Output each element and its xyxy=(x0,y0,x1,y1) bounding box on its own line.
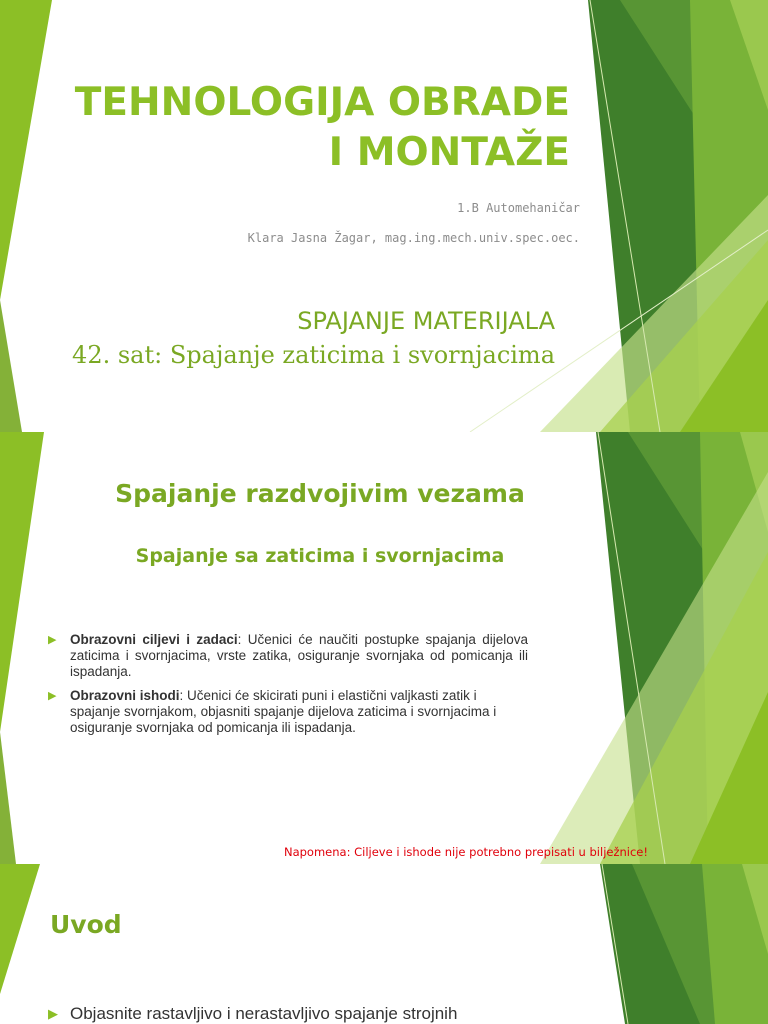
bullet-label: Obrazovni ciljevi i zadaci xyxy=(70,632,238,647)
note-text: Napomena: Ciljeve i ishode nije potrebno prepisati u bilježnice! xyxy=(283,845,648,859)
title-slide xyxy=(0,0,768,432)
author-name: Klara Jasna Žagar, mag.ing.mech.univ.spec.oec. xyxy=(247,231,580,245)
green-triangle-decoration xyxy=(0,864,768,1024)
bullet-text: Objasnite rastavljivo i nerastavljivo spajanje strojnih xyxy=(70,1004,458,1023)
intro-list xyxy=(48,1004,568,1024)
objectives-slide xyxy=(0,432,768,864)
bullet-text: : Učenici će naučiti postupke spajanja dijelova zaticima i svornjacima, vrste zatika, osiguranje svornjaka od pomicanja ili ispadanja. xyxy=(70,632,528,679)
topic-title: SPAJANJE MATERIJALA xyxy=(297,307,555,335)
section-subheading: Spajanje sa zaticima i svornjacima xyxy=(135,545,505,567)
presentation-title: TEHNOLOGIJA OBRADE I MONTAŽE xyxy=(74,80,570,175)
triangle-bullet-icon: ▶ xyxy=(48,634,57,646)
objectives-list xyxy=(48,632,528,744)
triangle-bullet-icon: ▶ xyxy=(48,1006,58,1021)
bullet-text: : Učenici će skicirati puni i elastični valjkasti zatik i spajanje svornjakom, objasniti spajanje dijelova zaticima i svornjacima i osiguranje svornjaka od pomicanja ili ispadanja. xyxy=(70,688,497,735)
class-label xyxy=(180,193,580,223)
triangle-bullet-icon: ▶ xyxy=(48,690,57,702)
section-heading: Uvod xyxy=(50,910,122,939)
list-item xyxy=(48,688,528,736)
list-item xyxy=(48,632,528,680)
bullet-label: Obrazovni ishodi xyxy=(70,688,180,703)
intro-slide xyxy=(0,864,768,1024)
class-label-text: 1.B Automehaničar xyxy=(457,201,580,215)
section-heading: Spajanje razdvojivim vezama xyxy=(115,479,525,508)
lesson-title: 42. sat: Spajanje zaticima i svornjacima xyxy=(72,341,555,369)
list-item xyxy=(48,1004,568,1024)
